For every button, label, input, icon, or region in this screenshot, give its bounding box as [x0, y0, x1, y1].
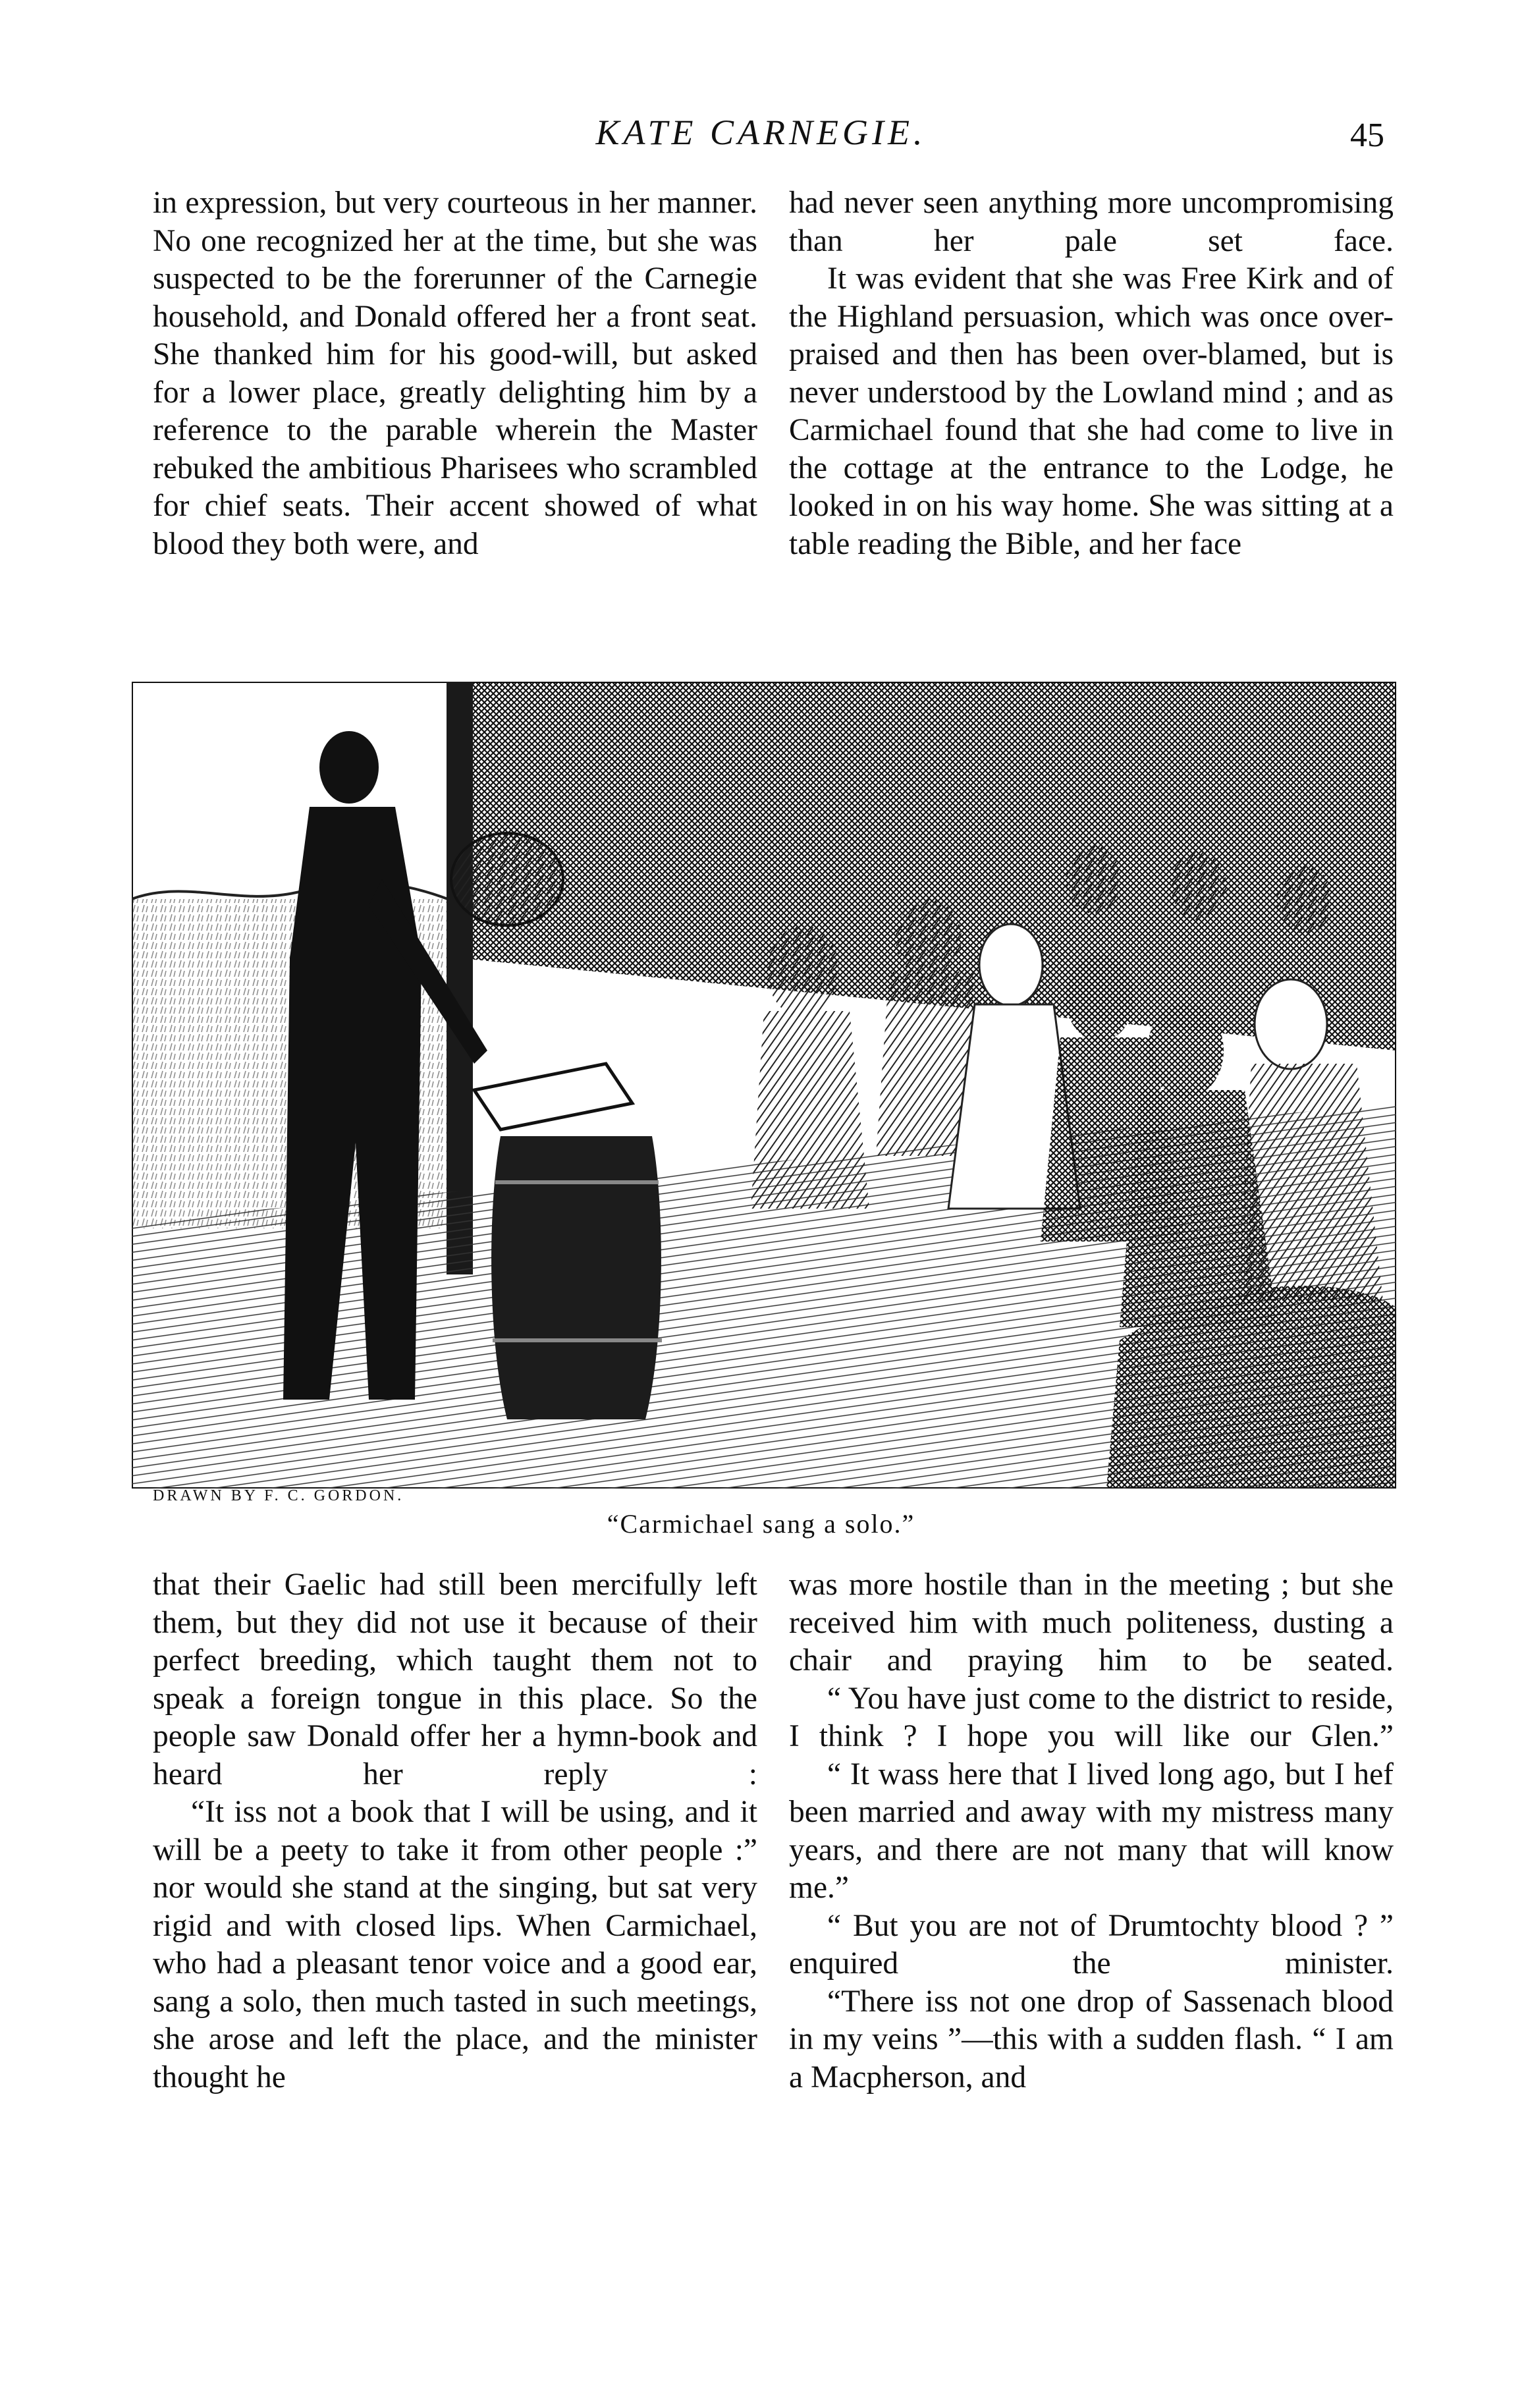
paragraph: It was evident that she was Free Kirk and of the Highland persuasion, which was once over-praised and then has been over-blamed, but is never understood by the Lowland mind ; and as Carmichael found that she had come to live in the cottage at the entrance to the Lodge, he looked in on his way home. She was sitting at a table reading the Bible, and her face — [789, 261, 1394, 561]
basket — [451, 833, 563, 925]
illustration-caption: “Carmichael sang a solo.” — [607, 1509, 915, 1539]
paragraph: “ But you are not of Drumtochty blood ? ” enquired the minister. — [789, 1908, 1394, 1981]
running-head: KATE CARNEGIE. — [595, 113, 927, 152]
paragraph: “There iss not one drop of Sassenach blood in my veins ”—this with a sudden flash. “ I am a Macpherson, and — [789, 1984, 1394, 2094]
text-column-top-left — [153, 184, 757, 563]
paragraph: “It iss not a book that I will be using, and it will be a peety to take it from other people :” nor would she stand at the singing, but sat very rigid and with closed lips. When Carmichael, who had a pleasant tenor voice and a good ear, sang a solo, then much tasted in such meetings, she arose and left the place, and the minister thought he — [153, 1795, 757, 2094]
paragraph: in expression, but very courteous in her manner. No one recognized her at the time, but she was suspected to be the forerunner of the Carnegie household, and Donald offered her a front seat. She thanked him for his good-will, but asked for a lower place, greatly delighting him by a reference to the parable wherein the Master rebuked the ambitious Pharisees who scrambled for chief seats. Their accent showed of what blood they both were, and — [153, 186, 757, 561]
paragraph: “ You have just come to the district to reside, I think ? I hope you will like our Glen.” — [789, 1681, 1394, 1753]
page-number: 45 — [1350, 117, 1384, 154]
text-column-top-right — [789, 184, 1394, 563]
text-column-bottom-right — [789, 1566, 1394, 2096]
paragraph: that their Gaelic had still been mercifully left them, but they did not use it because of their perfect breeding, which taught them not to speak a foreign tongue in this place. So the people saw Donald offer her a hymn-book and heard her reply : — [153, 1568, 757, 1792]
illustration-credit: DRAWN BY F. C. GORDON. — [153, 1487, 404, 1504]
text-column-bottom-left — [153, 1566, 757, 2096]
engraving-illustration — [132, 682, 1396, 1489]
paragraph: had never seen anything more uncompromising than her pale set face. — [789, 186, 1394, 258]
paragraph: was more hostile than in the meeting ; but she received him with much politeness, dusting a chair and praying him to be seated. — [789, 1568, 1394, 1678]
paragraph: “ It wass here that I lived long ago, but I hef been married and away with my mistress many years, and there are not many that will know me.” — [789, 1757, 1394, 1905]
